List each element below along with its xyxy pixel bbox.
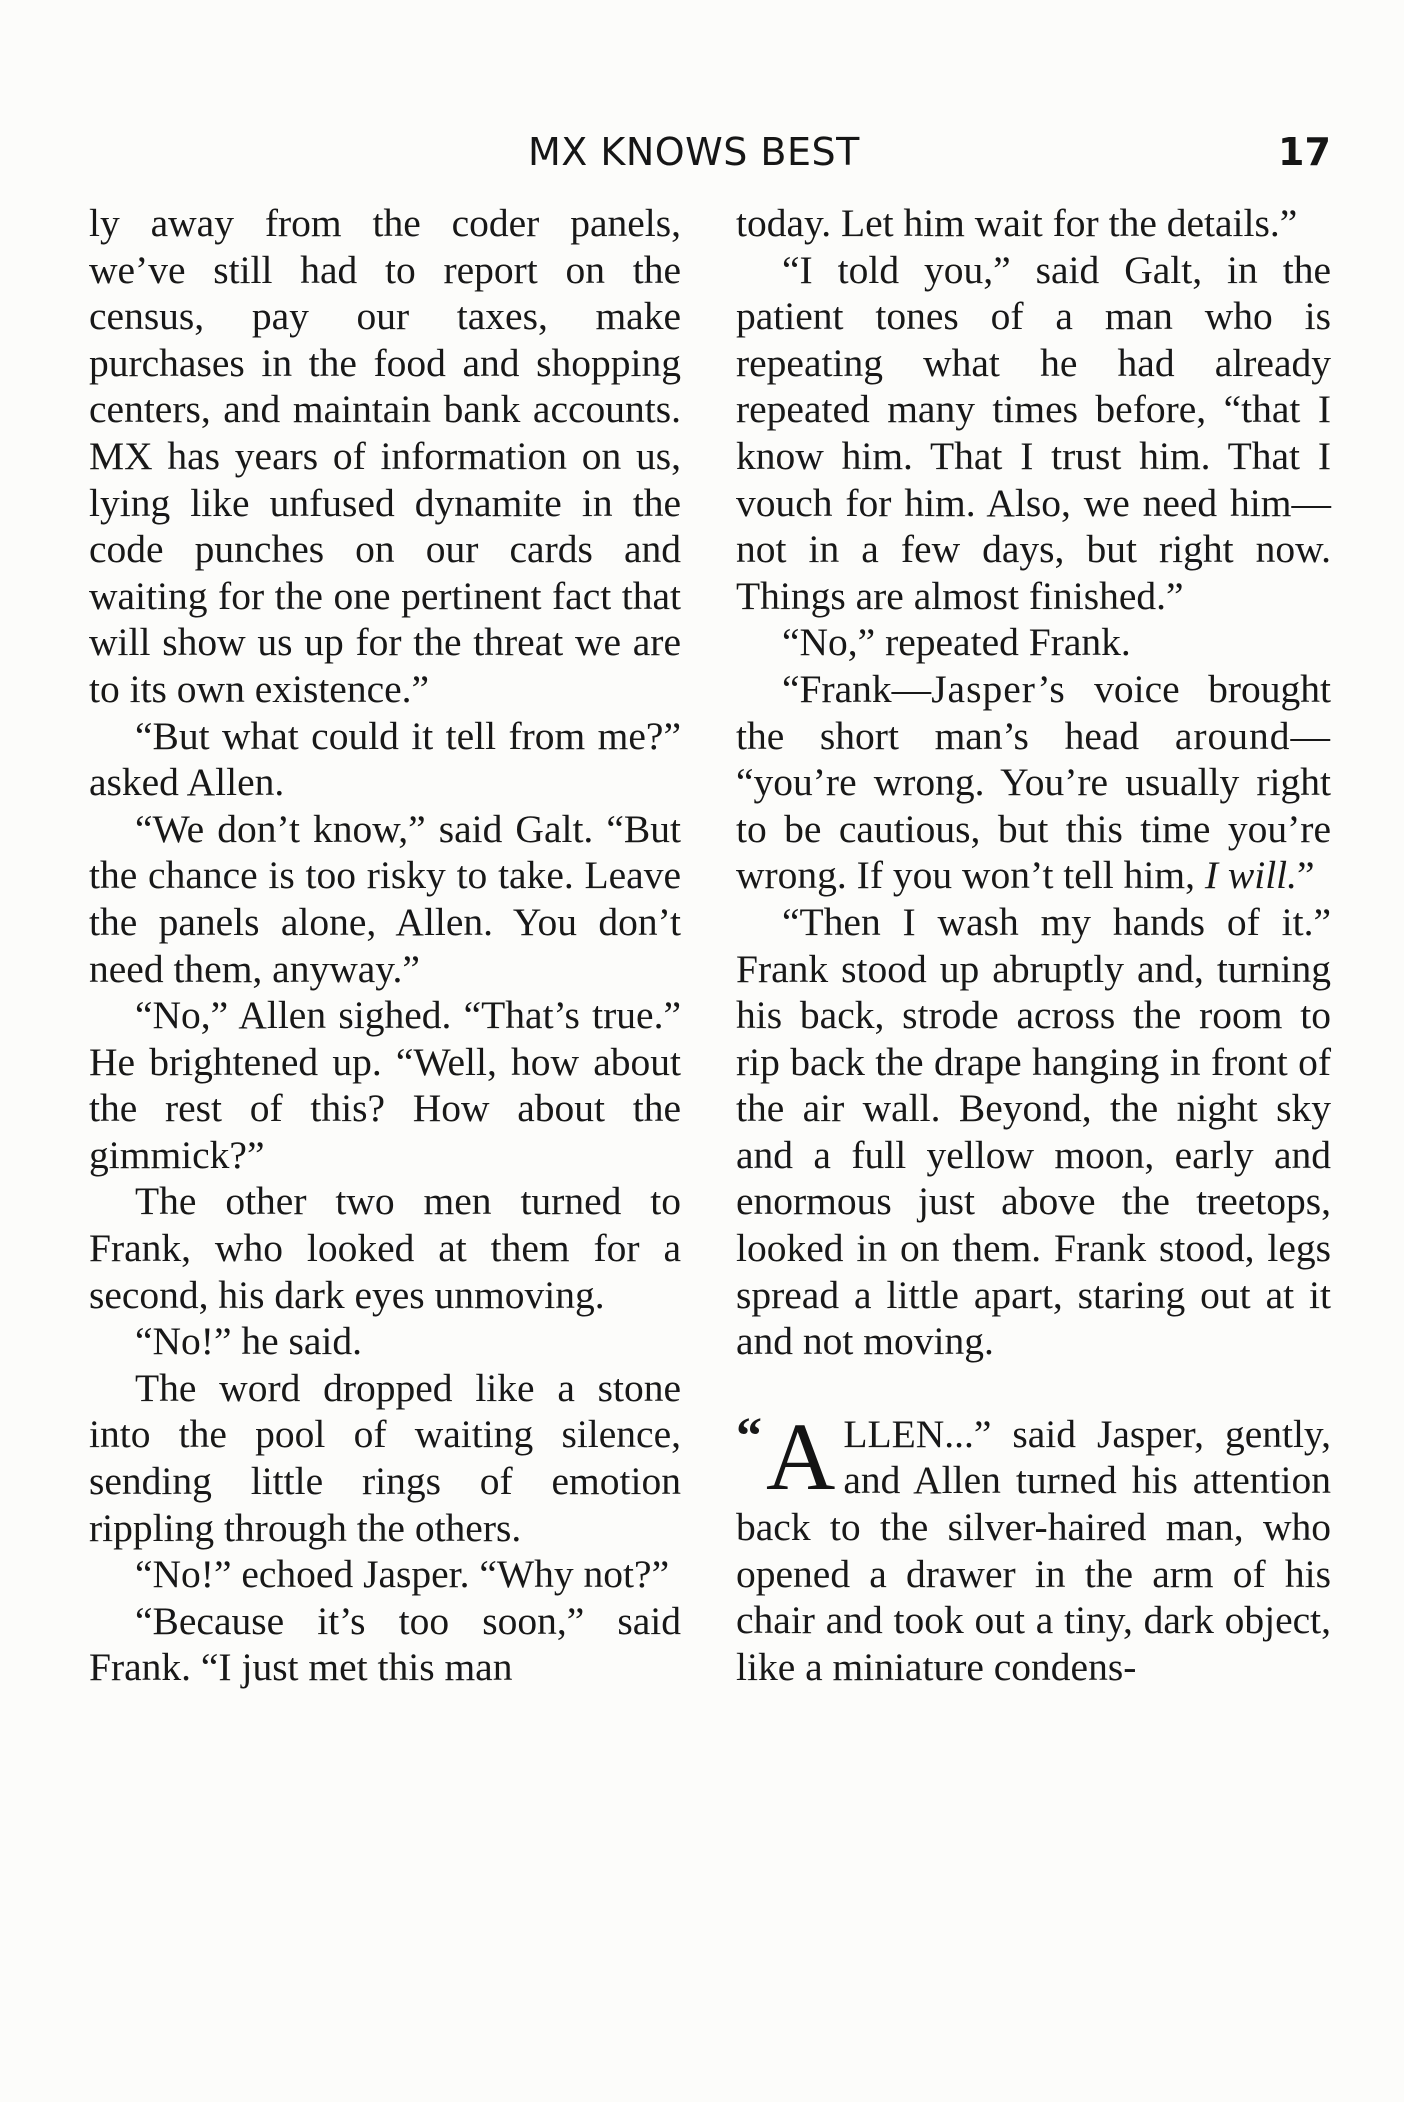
text-run: “Frank— [782,666,932,711]
drop-cap: A [766,1402,836,1510]
paragraph: “No,” repeated Frank. [782,620,1131,665]
text-run: voice brought the short man’s head [736,666,1331,758]
paragraph: “Then I wash my hands of it.” Frank stood up abruptly and, turning his back, strode across the room to rip back the drape hanging in front of the air wall. Beyond, the night sky and a full yellow moon, early and enormous just above the treetops, looked in on them. Frank stood, legs spread a little apart, staring out at it and not moving. [736,899,1331,1364]
text-run: LLEN...” said Jasper, gently, and Allen turned his attention back to the silver-haired man, who opened a drawer in the arm of his chair and took out a tiny, dark object, like a miniature condens- [736,1411,1331,1689]
running-header [0,130,1404,180]
paragraph: today. Let him wait for the details.” [736,201,1298,245]
paragraph: “No,” Allen sighed. “That’s true.” He brightened up. “Well, how about the rest of this? How about the gimmick?” [89,993,681,1177]
emphasis-text: I will. [1204,853,1298,898]
section-start-paragraph [736,1402,1331,1691]
left-text-column [89,200,681,1691]
paragraph: “No!” he said. [135,1319,363,1364]
paragraph: “I told you,” said Galt, in the patient tones of a man who is repeating what he had already repeated many times before, “that I know him. That I trust him. That I vouch for him. Also, we need him—not in a few days, but right now. Things are almost finished.” [736,247,1331,618]
paragraph: ly away from the coder panels, we’ve still had to report on the census, pay our taxes, make purchases in the food and shopping centers, and maintain bank accounts. MX has years of information on us, lying like unfused dynamite in the code punches on our cards and waiting for the one pertinent fact that will show us up for the threat we are to its own existence.” [89,201,681,711]
paragraph: “But what could it tell from me?” asked Allen. [89,713,681,805]
running-title: MX KNOWS BEST [528,130,860,174]
paragraph: “No!” echoed Jasper. “Why not?” [135,1552,670,1597]
paragraph [736,666,1331,899]
spaced-text: around— [1174,713,1331,758]
page-number: 17 [1278,130,1331,174]
spaced-text: Jasper’s [931,666,1066,711]
right-text-column [736,200,1331,1690]
opening-quote-mark: “ [736,1407,762,1465]
paragraph: The word dropped like a stone into the pool of waiting silence, sending little rings of emotion rippling through the others. [89,1365,681,1550]
paragraph: “Because it’s too soon,” said Frank. “I just met this man [89,1598,681,1690]
paragraph: “We don’t know,” said Galt. “But the chance is too risky to take. Leave the panels alone, Allen. You don’t need them, anyway.” [89,806,681,991]
text-run: ” [1297,853,1315,898]
paragraph: The other two men turned to Frank, who looked at them for a second, his dark eyes unmoving. [89,1179,681,1317]
text-run: “you’re wrong. You’re usually right to be cautious, but this time you’re wrong. If you won’t tell him, [736,760,1331,898]
